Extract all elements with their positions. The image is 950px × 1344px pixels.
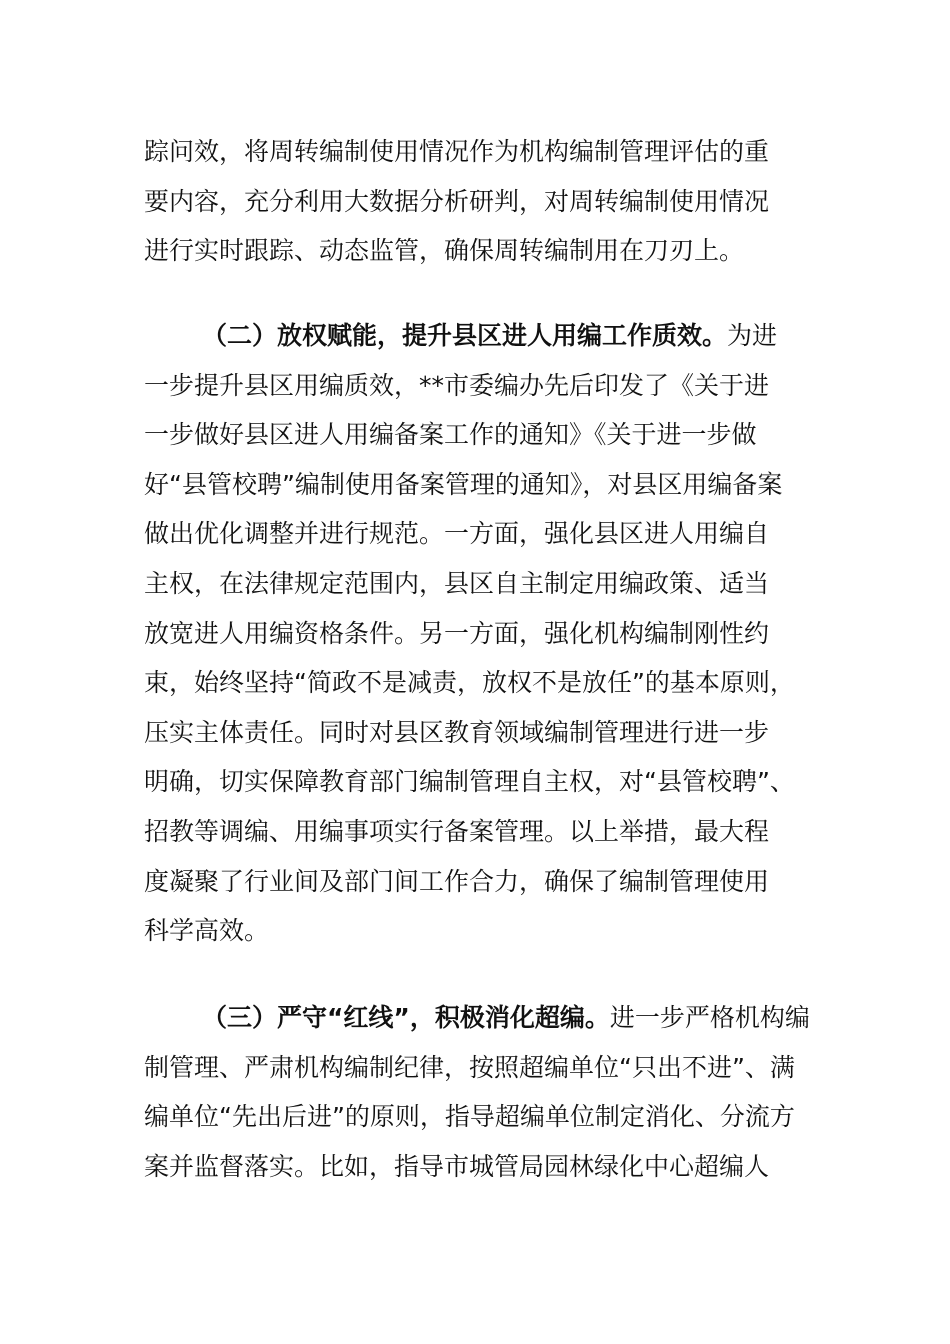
paragraph-1-line: 要内容，充分利用大数据分析研判，对周转编制使用情况: [144, 186, 770, 216]
paragraph-2-line: 好“县管校聘”编制使用备案管理的通知》，对县区用编备案: [144, 469, 783, 499]
paragraph-1-line: 进行实时跟踪、动态监管，确保周转编制用在刀刃上。: [144, 236, 745, 266]
paragraph-3-first-line: [144, 993, 810, 1043]
paragraph-2-line: 招教等调编、用编事项实行备案管理。以上举措，最大程: [144, 816, 770, 846]
paragraph-2-line: 主权，在法律规定范围内，县区自主制定用编政策、适当: [144, 568, 770, 598]
paragraph-2-line: 做出优化调整并进行规范。一方面，强化县区进人用编自: [144, 519, 770, 549]
paragraph-2-line: 科学高效。: [144, 916, 270, 946]
paragraph-2-line: 一步提升县区用编质效，**市委编办先后印发了《关于进: [144, 370, 770, 400]
paragraph-2-line: 压实主体责任。同时对县区教育领域编制管理进行进一步: [144, 717, 770, 747]
paragraph-2-line: 明确，切实保障教育部门编制管理自主权，对“县管校聘”、: [144, 767, 795, 797]
paragraph-3-lead-text: 进一步严格机构编: [609, 1003, 810, 1032]
paragraph-2-line: 一步做好县区进人用编备案工作的通知》《关于进一步做: [144, 420, 757, 450]
paragraph-1: [144, 127, 804, 276]
paragraph-3: [144, 993, 810, 1191]
paragraph-2-line: 放宽进人用编资格条件。另一方面，强化机构编制刚性约: [144, 618, 770, 648]
paragraph-2-first-line: [144, 311, 804, 361]
paragraph-2-lead-text: 为进: [727, 321, 778, 350]
paragraph-2: [144, 311, 804, 956]
section-heading-2: （二）放权赋能，提升县区进人用编工作质效。: [202, 321, 728, 350]
section-heading-3: （三）严守“红线”，积极消化超编。: [202, 1003, 610, 1032]
paragraph-2-line: 束，始终坚持“简政不是减责，放权不是放任”的基本原则，: [144, 668, 795, 698]
paragraph-2-line: 度凝聚了行业间及部门间工作合力，确保了编制管理使用: [144, 866, 770, 896]
paragraph-1-line: 踪问效，将周转编制使用情况作为机构编制管理评估的重: [144, 137, 770, 166]
paragraph-3-line: 制管理、严肃机构编制纪律，按照超编单位“只出不进”、满: [144, 1052, 795, 1082]
paragraph-3-line: 案并监督落实。比如，指导市城管局园林绿化中心超编人: [144, 1151, 770, 1181]
paragraph-3-line: 编单位“先出后进”的原则，指导超编单位制定消化、分流方: [144, 1102, 795, 1132]
